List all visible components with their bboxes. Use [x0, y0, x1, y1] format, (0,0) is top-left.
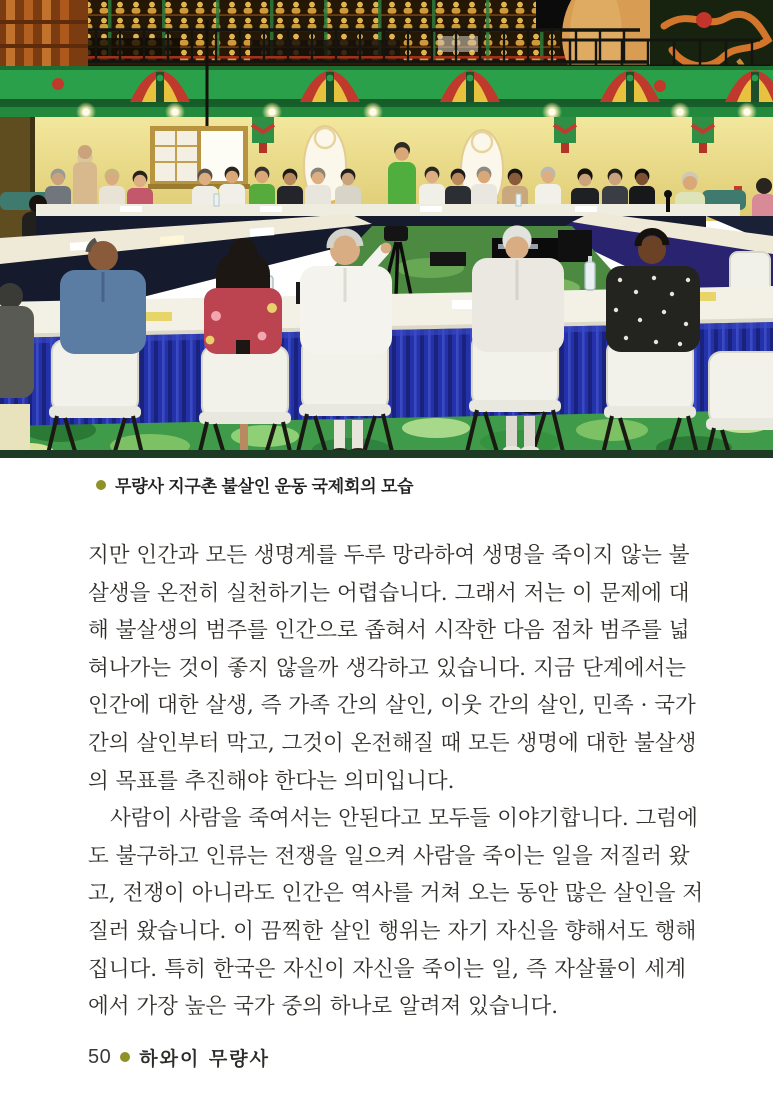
page-number: 50 [88, 1045, 112, 1068]
footer-bullet-icon [120, 1052, 130, 1062]
book-title: 하와이 무량사 [139, 1047, 270, 1070]
conference-photo [0, 0, 773, 458]
paragraph-1 [88, 537, 697, 800]
caption-bullet-icon [96, 480, 106, 490]
corner-wall-patch [0, 404, 30, 458]
page-footer [88, 1044, 773, 1071]
text-line: 에서 가장 높은 국가 중의 하나로 알려져 있습니다. [88, 994, 559, 1020]
text-line: 해 불살생의 범주를 인간으로 좁혀서 시작한 다음 점차 범주를 넓 [88, 618, 690, 644]
conference-photo-illustration [0, 0, 773, 458]
text-line: 질러 왔습니다. 이 끔찍한 살인 행위는 자기 자신을 향해서도 행해 [88, 918, 697, 944]
text-line: 사람이 사람을 죽여서는 안된다고 모두들 이야기합니다. 그럼에 [110, 806, 698, 832]
photo-caption-text: 무량사 지구촌 불살인 운동 국제회의 모습 [115, 477, 414, 496]
text-line: 살생을 온전히 실천하기는 어렵습니다. 그래서 저는 이 문제에 대 [88, 580, 690, 606]
left-shelf-structure [0, 0, 88, 70]
photo-bottom-edge [0, 450, 773, 458]
body-text [88, 537, 704, 1026]
dancheong-beam [0, 66, 773, 104]
text-line: 지만 인간과 모든 생명계를 두루 망라하여 생명을 죽이지 않는 불 [88, 543, 690, 568]
text-line: 의 목표를 추진해야 한다는 의미입니다. [88, 768, 455, 794]
photo-caption [96, 472, 773, 497]
text-line: 고, 전쟁이 아니라도 인간은 역사를 거쳐 오는 동안 많은 살인을 저 [88, 881, 704, 907]
text-line: 인간에 대한 살생, 즉 가족 간의 살인, 이웃 간의 살인, 민족 · 국가 [88, 693, 696, 719]
text-line: 간의 살인부터 막고, 그것이 온전해질 때 모든 생명에 대한 불살생 [88, 730, 697, 756]
text-line: 도 불구하고 인류는 전쟁을 일으켜 사람을 죽이는 일을 저질러 왔 [88, 843, 690, 869]
text-line: 집니다. 특히 한국은 자신이 자신을 죽이는 일, 즉 자살률이 세계 [88, 956, 686, 982]
text-line: 혀나가는 것이 좋지 않을까 생각하고 있습니다. 지금 단계에서는 [88, 655, 686, 681]
paragraph-2 [88, 800, 704, 1026]
